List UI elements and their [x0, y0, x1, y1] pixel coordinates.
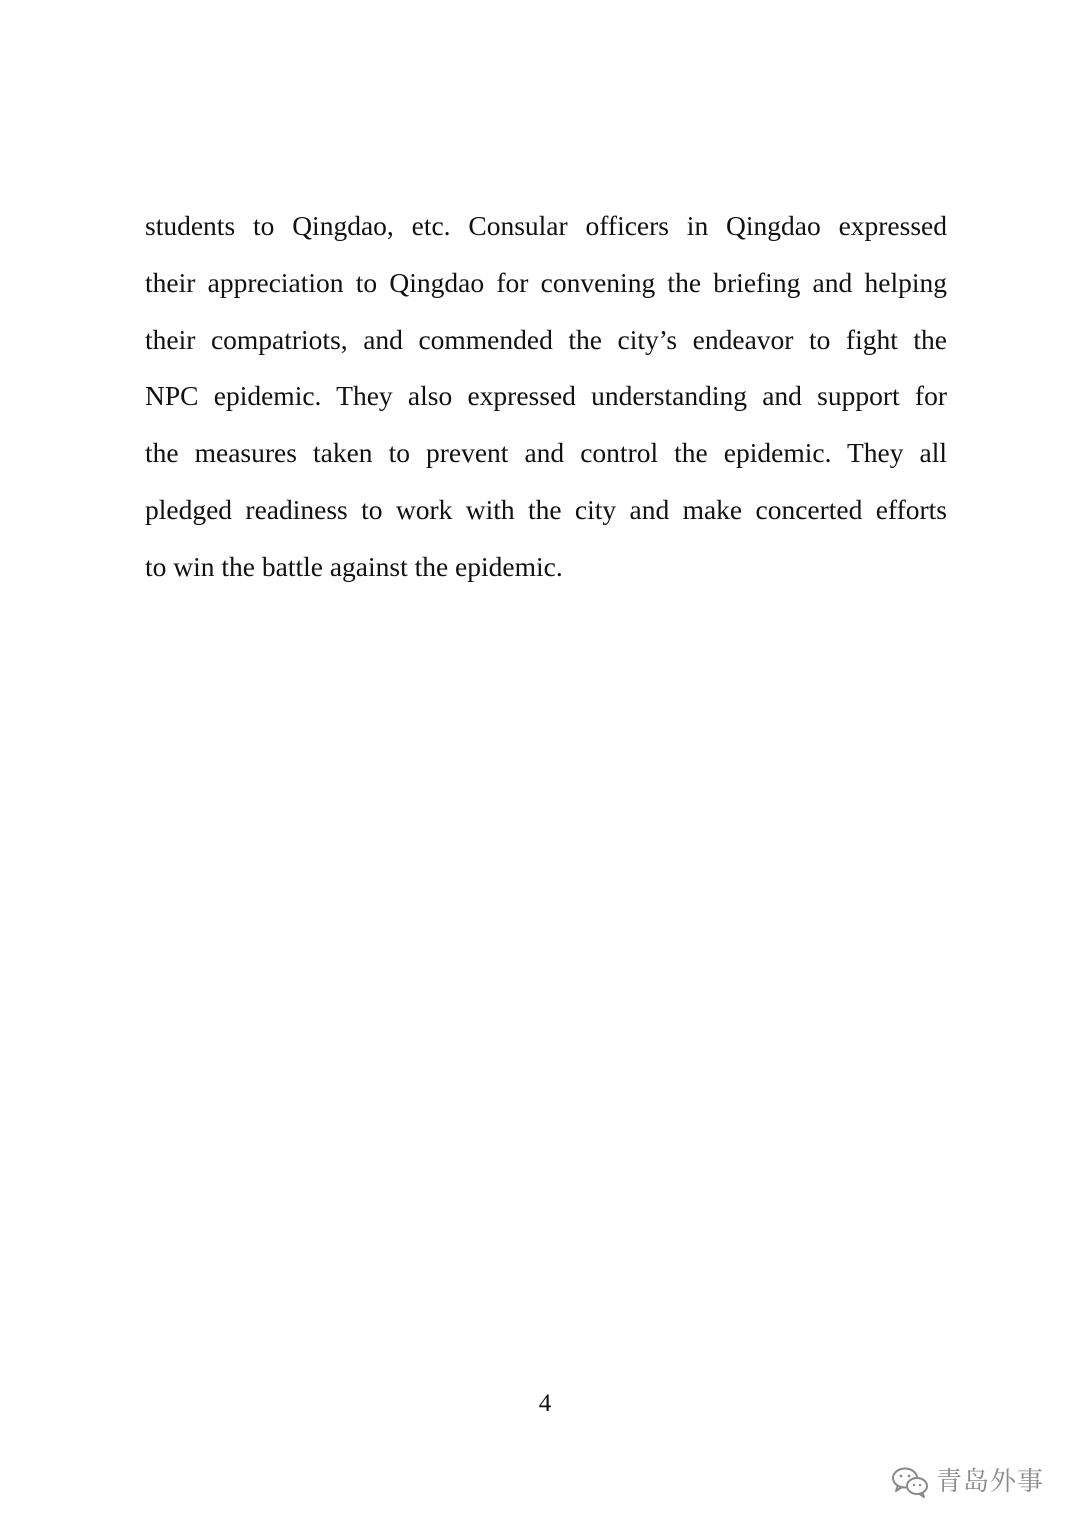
page-number: 4	[538, 1390, 552, 1417]
watermark	[890, 1462, 1044, 1502]
watermark-text: 青岛外事	[936, 1467, 1045, 1497]
paragraph-line-7: to win the battle against the epidemic.	[145, 550, 563, 582]
paragraph-line-2: their appreciation to Qingdao for convening the briefing and helping	[145, 266, 947, 298]
body-paragraph	[145, 198, 947, 596]
paragraph-line-4: NPC epidemic. They also expressed understanding and support for	[145, 380, 947, 412]
wechat-icon	[890, 1464, 930, 1500]
paragraph-line-5: the measures taken to prevent and control the epidemic. They all	[145, 437, 947, 469]
paragraph-line-3: their compatriots, and commended the city’s endeavor to fight the	[145, 323, 947, 355]
paragraph-line-6: pledged readiness to work with the city and make concerted efforts	[145, 493, 947, 525]
paragraph-line-1: students to Qingdao, etc. Consular officers in Qingdao expressed	[145, 210, 947, 241]
